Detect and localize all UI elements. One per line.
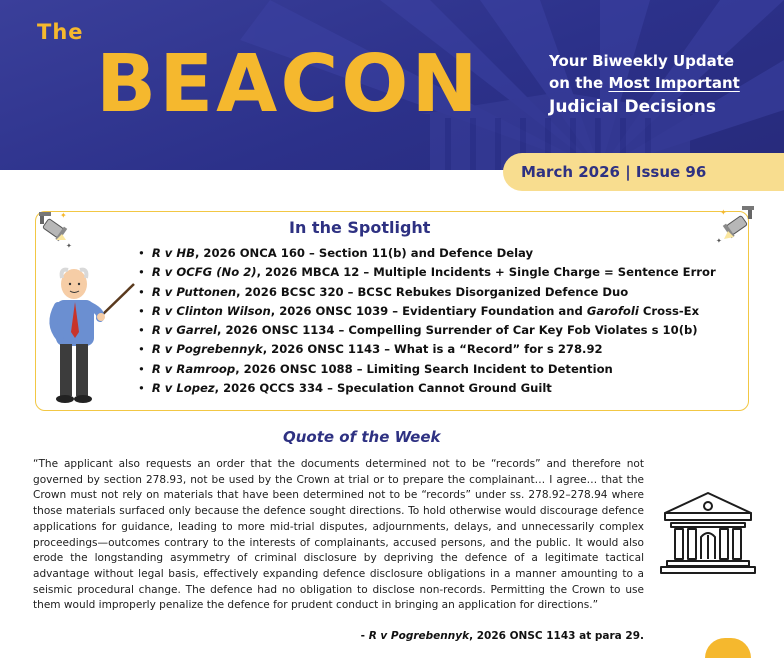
svg-text:✦: ✦ [720, 208, 727, 217]
case-name: R v Clinton Wilson [151, 303, 271, 318]
list-item [138, 283, 716, 302]
decorative-corner [705, 638, 751, 658]
case-summary: , 2026 ONSC 1134 – Compelling Surrender of Car Key Fob Violates s 10(b) [217, 323, 698, 338]
list-item [138, 263, 716, 282]
case-summary: , 2026 MBCA 12 – Multiple Incidents + Single Charge = Sentence Error [256, 265, 716, 280]
case-name: R v Garrel [151, 323, 218, 338]
list-item [138, 360, 716, 379]
teacher-illustration [38, 262, 142, 404]
tagline-underlined: Most Important [608, 74, 740, 92]
spotlight-lamp-icon [36, 210, 76, 250]
masthead-banner [0, 0, 784, 170]
citation-reference: , 2026 ONSC 1143 at para 29. [469, 630, 644, 642]
tagline-line-2-prefix: on the [549, 74, 609, 92]
list-item [138, 321, 716, 340]
tagline-line-1: Your Biweekly Update [549, 52, 735, 70]
list-item [138, 302, 716, 321]
case-summary: , 2026 QCCS 334 – Speculation Cannot Ground Guilt [214, 381, 552, 396]
case-name: Garofoli [586, 303, 639, 318]
courthouse-icon [657, 489, 759, 575]
list-item [138, 379, 716, 398]
spotlight-lamp-icon [714, 205, 758, 245]
quote-body: “The applicant also requests an order that the documents determined not to be “records” and therefore not governed by section 278.93, not be used by the Crown at trial or to prepare the complainant… I agree… that the Crown must not rely on materials that have been determined not to be “records” under ss. 278.92–278.94 where those materials surfaced only because the defence sought directions. To hold otherwise would discourage defence applications for guidance, leading to more mid-trial disputes, adjournments, delays, and unnecessarily complex proceedings—outcomes contrary to the interests of complainants, accused persons, and the public. It would also erode the longstanding asymmetry of criminal disclosure by depriving the defence of a legitimate tactical advantage without legal basis, effectively expanding defence disclosure obligations in a manner amounting to a seismic procedural change. The defence had no obligation to disclose non-records. Permitting the Crown to use them would improperly penalize the defence for prudent conduct in bringing an application for directions.” [33, 458, 644, 612]
tagline [549, 50, 740, 120]
list-item [138, 244, 716, 263]
svg-text:✦: ✦ [66, 242, 72, 250]
case-summary: , 2026 ONSC 1088 – Limiting Search Incident to Detention [235, 361, 613, 376]
issue-label: March 2026 | Issue 96 [521, 163, 707, 181]
citation-dash: - [360, 630, 369, 642]
citation-case: R v Pogrebennyk [368, 630, 470, 642]
quote-citation [361, 630, 644, 642]
case-summary: , 2026 BCSC 320 – BCSC Rebukes Disorganized Defence Duo [236, 284, 629, 299]
tagline-line-2 [549, 72, 740, 94]
case-summary: Cross-Ex [638, 303, 700, 318]
spotlight-list [138, 244, 716, 398]
case-summary: , 2026 ONSC 1143 – What is a “Record” for s 278.92 [262, 342, 603, 357]
case-name: R v OCFG (No 2) [151, 265, 257, 280]
spotlight-title: In the Spotlight [289, 218, 431, 237]
case-name: R v Pogrebennyk [151, 342, 263, 357]
svg-text:✦: ✦ [716, 237, 722, 245]
list-item [138, 340, 716, 359]
case-summary: , 2026 ONCA 160 – Section 11(b) and Defence Delay [194, 246, 534, 260]
svg-text:✦: ✦ [60, 211, 67, 220]
case-name: R v Lopez [151, 381, 215, 396]
case-name: R v HB [151, 246, 195, 260]
case-summary: , 2026 ONSC 1039 – Evidentiary Foundation and [270, 303, 587, 318]
tagline-line-3: Judicial Decisions [549, 97, 716, 117]
quote-title: Quote of the Week [283, 428, 441, 446]
case-name: R v Ramroop [151, 361, 236, 376]
masthead-the: The [37, 20, 84, 44]
case-name: R v Puttonen [151, 284, 237, 299]
masthead-title: BEACON [96, 38, 481, 130]
